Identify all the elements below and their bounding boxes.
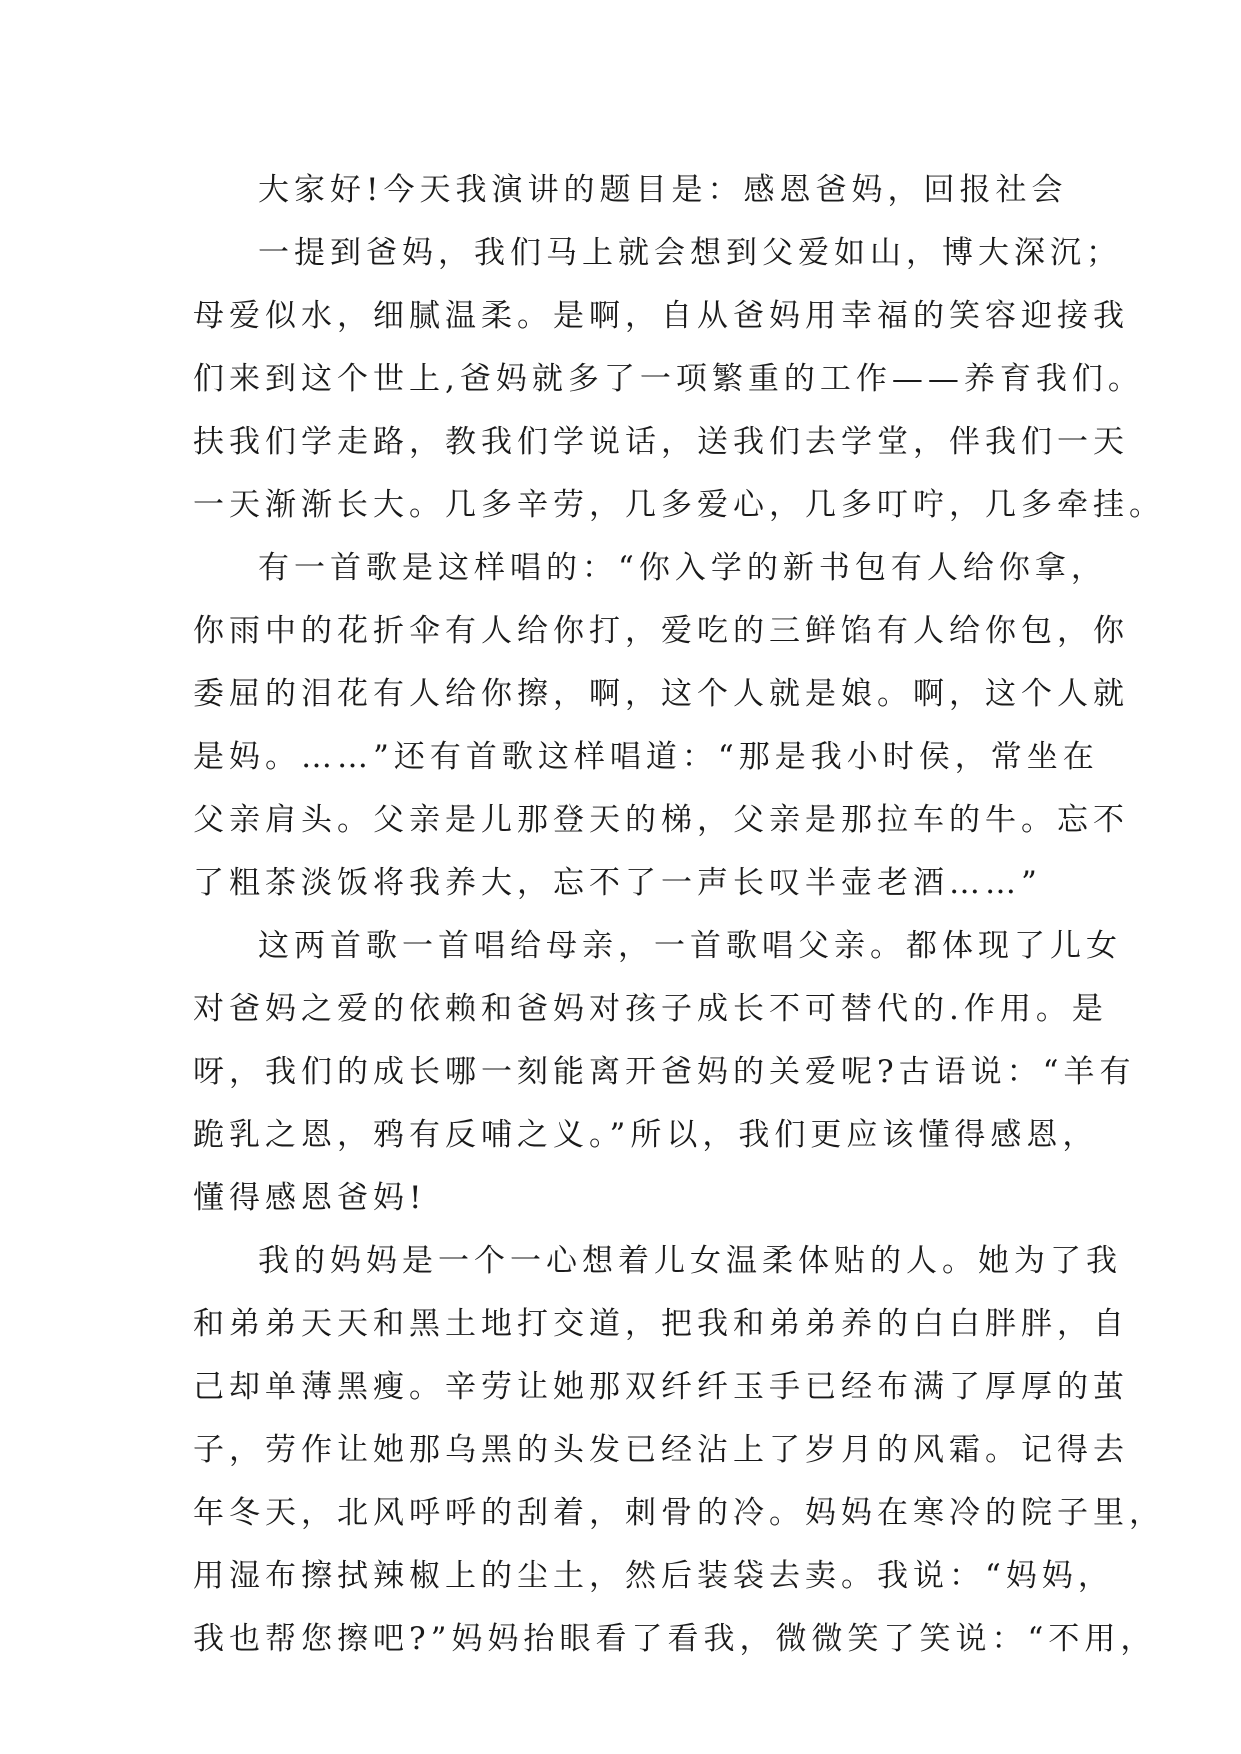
text-line: 一提到爸妈，我们马上就会想到父爱如山，博大深沉； [258, 235, 1122, 271]
text-line: 们来到这个世上,爸妈就多了一项繁重的工作——养育我们。 [193, 361, 1144, 397]
text-line: 委屈的泪花有人给你擦，啊，这个人就是娘。啊，这个人就 [193, 676, 1129, 712]
text-line: 有一首歌是这样唱的：“你入学的新书包有人给你拿， [258, 550, 1107, 586]
text-line: 年冬天，北风呼呼的刮着，刺骨的冷。妈妈在寒冷的院子里， [193, 1495, 1165, 1531]
text-line: 我的妈妈是一个一心想着儿女温柔体贴的人。她为了我 [258, 1243, 1122, 1279]
text-line: 懂得感恩爸妈! [193, 1180, 427, 1216]
text-line: 了粗茶淡饭将我养大，忘不了一声长叹半壶老酒……” [193, 865, 1042, 901]
text-line: 呀，我们的成长哪一刻能离开爸妈的关爱呢?古语说：“羊有 [193, 1054, 1136, 1090]
text-line: 我也帮您擦吧?”妈妈抬眼看了看我，微微笑了笑说：“不用， [193, 1621, 1157, 1657]
text-line: 对爸妈之爱的依赖和爸妈对孩子成长不可替代的.作用。是 [193, 991, 1108, 1027]
text-line: 和弟弟天天和黑土地打交道，把我和弟弟养的白白胖胖，自 [193, 1306, 1129, 1342]
text-line: 跪乳之恩，鸦有反哺之义。”所以，我们更应该懂得感恩， [193, 1117, 1099, 1153]
text-line: 这两首歌一首唱给母亲，一首歌唱父亲。都体现了儿女 [258, 928, 1122, 964]
text-line: 大家好!今天我演讲的题目是：感恩爸妈，回报社会 [258, 172, 1068, 208]
text-line: 扶我们学走路，教我们学说话，送我们去学堂，伴我们一天 [193, 424, 1129, 460]
text-line: 母爱似水，细腻温柔。是啊，自从爸妈用幸福的笑容迎接我 [193, 298, 1129, 334]
text-line: 用湿布擦拭辣椒上的尘土，然后装袋去卖。我说：“妈妈， [193, 1558, 1114, 1594]
text-line: 子，劳作让她那乌黑的头发已经沾上了岁月的风霜。记得去 [193, 1432, 1129, 1468]
speech-text [193, 159, 1165, 1671]
text-line: 父亲肩头。父亲是儿那登天的梯，父亲是那拉车的牛。忘不 [193, 802, 1129, 838]
text-line: 己却单薄黑瘦。辛劳让她那双纤纤玉手已经布满了厚厚的茧 [193, 1369, 1129, 1405]
text-line: 一天渐渐长大。几多辛劳，几多爱心，几多叮咛，几多牵挂。 [193, 487, 1165, 523]
text-line: 你雨中的花折伞有人给你打，爱吃的三鲜馅有人给你包，你 [193, 613, 1129, 649]
text-line: 是妈。……”还有首歌这样唱道：“那是我小时侯，常坐在 [193, 739, 1099, 775]
